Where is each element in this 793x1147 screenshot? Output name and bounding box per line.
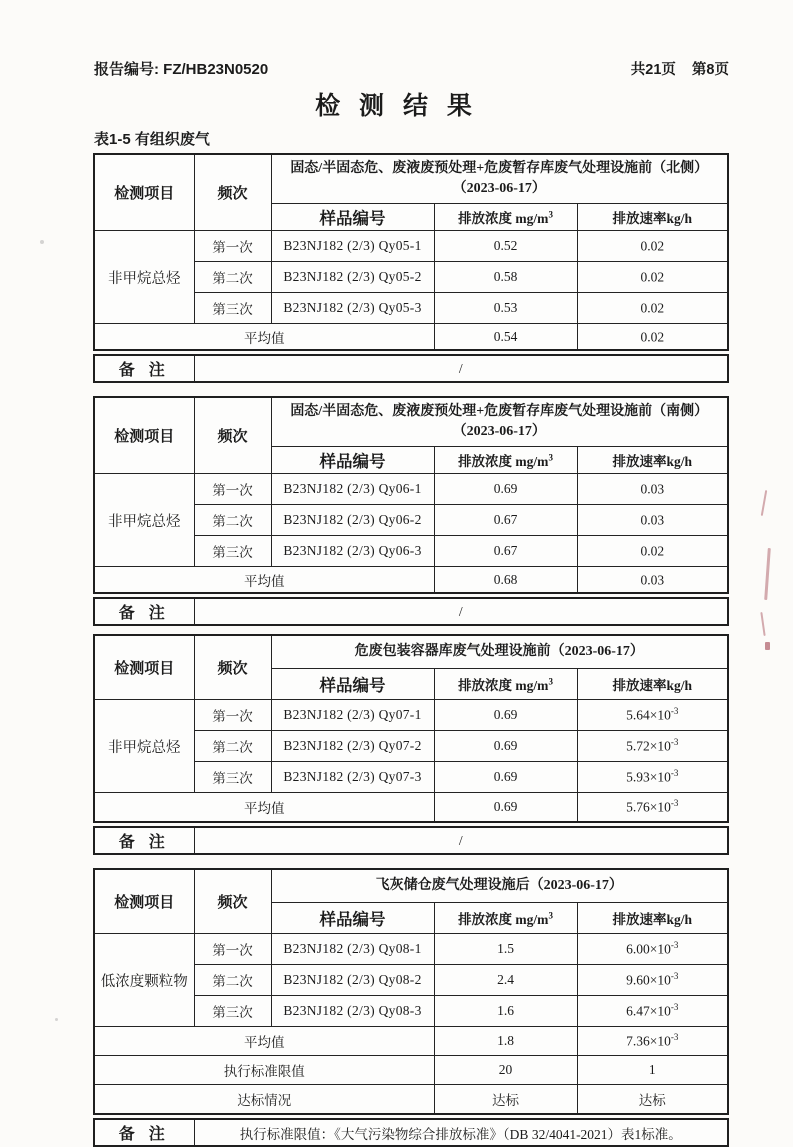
conc-value: 0.69 <box>434 700 577 731</box>
note-label: 备 注 <box>94 598 194 625</box>
rate-header: 排放速率kg/h <box>577 903 728 934</box>
average-label: 平均值 <box>94 1027 434 1056</box>
note-label: 备 注 <box>94 827 194 854</box>
location-header: 飞灰储仓废气处理设施后（2023-06-17） <box>271 869 728 903</box>
ink-bleed-mark <box>765 642 770 650</box>
freq-cell: 第一次 <box>194 700 271 731</box>
note-value: / <box>194 355 728 382</box>
average-row <box>94 793 728 823</box>
report-number: 报告编号: FZ/HB23N0520 <box>94 61 269 78</box>
emission-table-fly-ash <box>93 868 729 1115</box>
sample-id: B23NJ182 (2/3) Qy07-3 <box>271 762 434 793</box>
sample-id: B23NJ182 (2/3) Qy08-1 <box>271 934 434 965</box>
location-header <box>271 397 728 447</box>
sample-id: B23NJ182 (2/3) Qy08-3 <box>271 996 434 1027</box>
sample-header: 样品编号 <box>271 903 434 934</box>
freq-cell: 第一次 <box>194 474 271 505</box>
ink-bleed-mark <box>764 548 771 600</box>
limit-row <box>94 1056 728 1085</box>
item-name: 非甲烷总烃 <box>94 474 194 567</box>
note-value: / <box>194 598 728 625</box>
freq-cell: 第二次 <box>194 262 271 293</box>
rate-value: $5.93\times 10^{-3}$ <box>577 762 728 793</box>
average-label: 平均值 <box>94 567 434 594</box>
avg-rate: $7.36\times 10^{-3}$ <box>577 1027 728 1056</box>
note-label: 备 注 <box>94 1119 194 1146</box>
conc-value: 0.69 <box>434 731 577 762</box>
conc-value: 0.53 <box>434 293 577 324</box>
freq-cell: 第二次 <box>194 505 271 536</box>
freq-header: 频次 <box>194 154 271 231</box>
freq-cell: 第一次 <box>194 934 271 965</box>
pagination <box>631 58 729 79</box>
avg-conc: 0.69 <box>434 793 577 823</box>
page-header <box>0 0 793 79</box>
compliance-label: 达标情况 <box>94 1085 434 1115</box>
table-group-3 <box>93 634 731 855</box>
avg-rate: 0.02 <box>577 324 728 351</box>
avg-rate: $5.76\times 10^{-3}$ <box>577 793 728 823</box>
rate-value: 0.03 <box>577 474 728 505</box>
compliance-conc: 达标 <box>434 1085 577 1115</box>
note-label: 备 注 <box>94 355 194 382</box>
emission-table-container-store <box>93 634 729 823</box>
freq-header: 频次 <box>194 635 271 700</box>
date-line: （2023-06-17） <box>452 424 546 439</box>
freq-cell: 第一次 <box>194 231 271 262</box>
freq-cell: 第二次 <box>194 731 271 762</box>
table-group-2 <box>93 396 731 626</box>
freq-cell: 第三次 <box>194 536 271 567</box>
table-row <box>94 934 728 965</box>
conc-header: 排放浓度 $mg/m^3$ <box>434 669 577 700</box>
freq-cell: 第二次 <box>194 965 271 996</box>
avg-conc: 1.8 <box>434 1027 577 1056</box>
note-row <box>93 597 729 626</box>
sample-header: 样品编号 <box>271 669 434 700</box>
rate-value: $6.47\times 10^{-3}$ <box>577 996 728 1027</box>
note-row <box>93 354 729 383</box>
sample-header: 样品编号 <box>271 447 434 474</box>
conc-value: 0.67 <box>434 536 577 567</box>
emission-table-north <box>93 153 729 351</box>
sample-id: B23NJ182 (2/3) Qy06-2 <box>271 505 434 536</box>
table-group-4 <box>93 868 731 1147</box>
rate-value: 0.03 <box>577 505 728 536</box>
avg-conc: 0.68 <box>434 567 577 594</box>
sample-id: B23NJ182 (2/3) Qy05-1 <box>271 231 434 262</box>
conc-value: 0.52 <box>434 231 577 262</box>
location-line: 固态/半固态危、废液废预处理+危废暂存库废气处理设施前（南侧） <box>290 403 709 419</box>
freq-cell: 第三次 <box>194 293 271 324</box>
limit-rate: 1 <box>577 1056 728 1085</box>
conc-value: 0.69 <box>434 474 577 505</box>
item-name: 低浓度颗粒物 <box>94 934 194 1027</box>
ink-bleed-mark <box>761 490 767 516</box>
total-pages: 共21页 <box>630 62 676 78</box>
table-group-1 <box>93 153 731 383</box>
conc-value: 0.69 <box>434 762 577 793</box>
limit-label: 执行标准限值 <box>94 1056 434 1085</box>
table-row <box>94 700 728 731</box>
freq-cell: 第三次 <box>194 996 271 1027</box>
conc-value: 2.4 <box>434 965 577 996</box>
conc-value: 1.6 <box>434 996 577 1027</box>
item-header: 检测项目 <box>94 397 194 474</box>
average-row <box>94 1027 728 1056</box>
rate-value: $6.00\times 10^{-3}$ <box>577 934 728 965</box>
item-header: 检测项目 <box>94 635 194 700</box>
sample-id: B23NJ182 (2/3) Qy05-2 <box>271 262 434 293</box>
note-row <box>93 1118 729 1147</box>
rate-header: 排放速率kg/h <box>577 669 728 700</box>
rate-value: 0.02 <box>577 293 728 324</box>
freq-header: 频次 <box>194 397 271 474</box>
avg-conc: 0.54 <box>434 324 577 351</box>
item-header: 检测项目 <box>94 154 194 231</box>
rate-value: 0.02 <box>577 231 728 262</box>
item-name: 非甲烷总烃 <box>94 231 194 324</box>
sample-id: B23NJ182 (2/3) Qy07-1 <box>271 700 434 731</box>
conc-header: 排放浓度 $mg/m^3$ <box>434 447 577 474</box>
date-line: （2023-06-17） <box>452 181 546 196</box>
item-name: 非甲烷总烃 <box>94 700 194 793</box>
table-row <box>94 231 728 262</box>
location-line: 固态/半固态危、废液废预处理+危废暂存库废气处理设施前（北侧） <box>290 160 709 176</box>
rate-header: 排放速率kg/h <box>577 204 728 231</box>
location-header: 危废包装容器库废气处理设施前（2023-06-17） <box>271 635 728 669</box>
rate-header: 排放速率kg/h <box>577 447 728 474</box>
conc-value: 0.67 <box>434 505 577 536</box>
avg-rate: 0.03 <box>577 567 728 594</box>
compliance-row <box>94 1085 728 1115</box>
conc-header: 排放浓度 $mg/m^3$ <box>434 204 577 231</box>
sample-id: B23NJ182 (2/3) Qy07-2 <box>271 731 434 762</box>
current-page: 第8页 <box>691 62 729 78</box>
scan-speck <box>55 1018 58 1021</box>
location-header <box>271 154 728 204</box>
conc-value: 0.58 <box>434 262 577 293</box>
average-row <box>94 324 728 351</box>
sample-id: B23NJ182 (2/3) Qy06-1 <box>271 474 434 505</box>
note-value: 执行标准限值：《大气污染物综合排放标准》（DB 32/4041-2021）表1标准。 <box>194 1119 728 1146</box>
sample-id: B23NJ182 (2/3) Qy06-3 <box>271 536 434 567</box>
conc-value: 1.5 <box>434 934 577 965</box>
note-value: / <box>194 827 728 854</box>
table-row <box>94 474 728 505</box>
sample-id: B23NJ182 (2/3) Qy08-2 <box>271 965 434 996</box>
rate-value: $9.60\times 10^{-3}$ <box>577 965 728 996</box>
limit-conc: 20 <box>434 1056 577 1085</box>
rate-value: 0.02 <box>577 262 728 293</box>
freq-cell: 第三次 <box>194 762 271 793</box>
table-caption: 表1-5 有组织废气 <box>94 131 210 148</box>
average-label: 平均值 <box>94 793 434 823</box>
scan-speck <box>40 240 44 244</box>
sample-id: B23NJ182 (2/3) Qy05-3 <box>271 293 434 324</box>
sample-header: 样品编号 <box>271 204 434 231</box>
compliance-rate: 达标 <box>577 1085 728 1115</box>
freq-header: 频次 <box>194 869 271 934</box>
conc-header: 排放浓度 $mg/m^3$ <box>434 903 577 934</box>
page-title: 检 测 结 果 <box>315 92 478 120</box>
ink-bleed-mark <box>760 612 765 636</box>
average-row <box>94 567 728 594</box>
rate-value: $5.64\times 10^{-3}$ <box>577 700 728 731</box>
rate-value: 0.02 <box>577 536 728 567</box>
emission-table-south <box>93 396 729 594</box>
rate-value: $5.72\times 10^{-3}$ <box>577 731 728 762</box>
average-label: 平均值 <box>94 324 434 351</box>
note-row <box>93 826 729 855</box>
item-header: 检测项目 <box>94 869 194 934</box>
